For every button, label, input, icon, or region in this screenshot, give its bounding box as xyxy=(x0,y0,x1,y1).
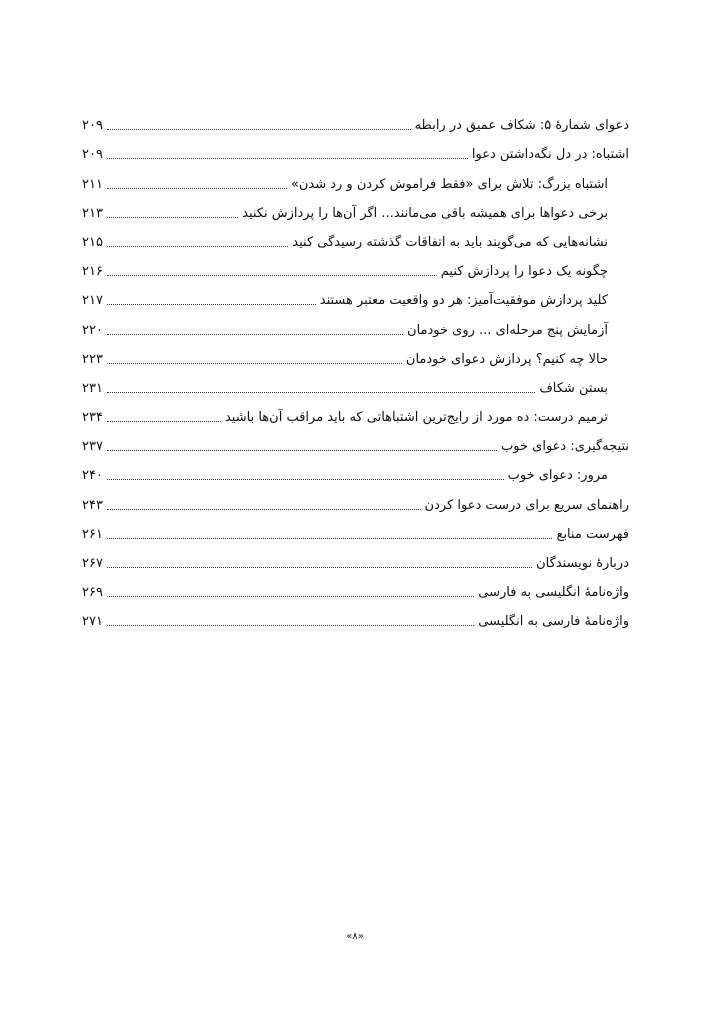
toc-entry-title: واژه‌نامهٔ فارسی به انگلیسی xyxy=(478,614,629,630)
dot-leader xyxy=(107,158,468,159)
toc-entry-page: ۲۳۷ xyxy=(82,439,103,455)
toc-entry-title: واژه‌نامهٔ انگلیسی به فارسی xyxy=(478,585,629,601)
toc-entry-page: ۲۰۹ xyxy=(82,147,103,163)
toc-entry-page: ۲۱۱ xyxy=(82,176,103,192)
dot-leader xyxy=(107,538,552,539)
toc-entry xyxy=(82,312,629,341)
toc-entry-title: حالا چه کنیم؟ پردازش دعوای خودمان xyxy=(405,351,608,367)
dot-leader xyxy=(107,596,474,597)
toc-entry xyxy=(82,137,629,166)
toc-entry xyxy=(82,400,629,429)
toc-entry xyxy=(82,487,629,516)
toc-entry-page: ۲۷۱ xyxy=(82,614,103,630)
toc-entry-title: ترمیم درست: ده مورد از رایج‌ترین اشتباهاتی که باید مراقب آن‌ها باشید xyxy=(224,410,608,426)
dot-leader xyxy=(107,363,402,364)
page-number: «۸» xyxy=(346,931,364,942)
toc-entry-title: فهرست منابع xyxy=(556,526,629,542)
toc-entry-title: نشانه‌هایی که می‌گویند باید به اتفاقات گذشته رسیدگی کنید xyxy=(292,234,608,250)
toc-entry-page: ۲۲۳ xyxy=(82,351,103,367)
toc-entry xyxy=(82,371,629,400)
toc-entry xyxy=(82,458,629,487)
toc-entry xyxy=(82,283,629,312)
dot-leader xyxy=(107,334,403,335)
toc-entry xyxy=(82,604,629,633)
toc-entry-page: ۲۱۷ xyxy=(82,293,103,309)
toc-entry-title: اشتباه بزرگ: تلاش برای «فقط فراموش کردن و رد شدن» xyxy=(290,176,608,192)
toc-entry-page: ۲۱۵ xyxy=(82,234,103,250)
toc-entry xyxy=(82,342,629,371)
toc-entry xyxy=(82,546,629,575)
dot-leader xyxy=(107,246,288,247)
toc-entry-title: اشتباه: در دل نگه‌داشتن دعوا xyxy=(471,147,629,163)
dot-leader xyxy=(107,479,504,480)
table-of-contents xyxy=(82,108,629,633)
toc-entry-page: ۲۲۰ xyxy=(82,322,103,338)
dot-leader xyxy=(107,392,535,393)
dot-leader xyxy=(107,421,221,422)
toc-entry xyxy=(82,196,629,225)
toc-entry-title: مرور: دعوای خوب xyxy=(507,468,608,484)
toc-entry-page: ۲۶۱ xyxy=(82,526,103,542)
toc-entry xyxy=(82,575,629,604)
toc-entry-page: ۲۳۴ xyxy=(82,410,103,426)
dot-leader xyxy=(107,217,238,218)
toc-entry-page: ۲۱۳ xyxy=(82,205,103,221)
toc-entry xyxy=(82,108,629,137)
toc-entry-page: ۲۶۹ xyxy=(82,585,103,601)
toc-entry-page: ۲۴۰ xyxy=(82,468,103,484)
toc-entry-title: دعوای شمارهٔ ۵: شکاف عمیق در رابطه xyxy=(414,118,629,134)
dot-leader xyxy=(107,275,437,276)
toc-entry xyxy=(82,517,629,546)
toc-entry-page: ۲۱۶ xyxy=(82,264,103,280)
toc-entry-title: آزمایش پنج مرحله‌ای ... روی خودمان xyxy=(407,322,608,338)
dot-leader xyxy=(107,304,316,305)
toc-entry-title: چگونه یک دعوا را پردازش کنیم xyxy=(440,264,608,280)
toc-entry-title: کلید پردازش موفقیت‌آمیز: هر دو واقعیت معتبر هستند xyxy=(319,293,608,309)
toc-entry-page: ۲۰۹ xyxy=(82,118,103,134)
toc-entry xyxy=(82,429,629,458)
toc-entry xyxy=(82,166,629,195)
toc-entry-title: بستن شکاف xyxy=(539,380,608,396)
toc-entry xyxy=(82,225,629,254)
toc-entry xyxy=(82,254,629,283)
toc-entry-page: ۲۳۱ xyxy=(82,380,103,396)
toc-entry-title: دربارهٔ نویسندگان xyxy=(536,556,629,571)
dot-leader xyxy=(107,509,421,510)
toc-entry-page: ۲۴۳ xyxy=(82,497,103,513)
dot-leader xyxy=(107,188,287,189)
dot-leader xyxy=(107,625,474,626)
toc-entry-title: برخی دعواها برای همیشه باقی می‌مانند... اگر آن‌ها را پردازش نکنید xyxy=(242,205,608,221)
toc-entry-page: ۲۶۷ xyxy=(82,556,103,571)
toc-entry-title: نتیجه‌گیری: دعوای خوب xyxy=(501,439,629,455)
dot-leader xyxy=(107,129,411,130)
dot-leader xyxy=(107,567,532,568)
toc-entry-title: راهنمای سریع برای درست دعوا کردن xyxy=(424,497,629,513)
dot-leader xyxy=(107,450,497,451)
